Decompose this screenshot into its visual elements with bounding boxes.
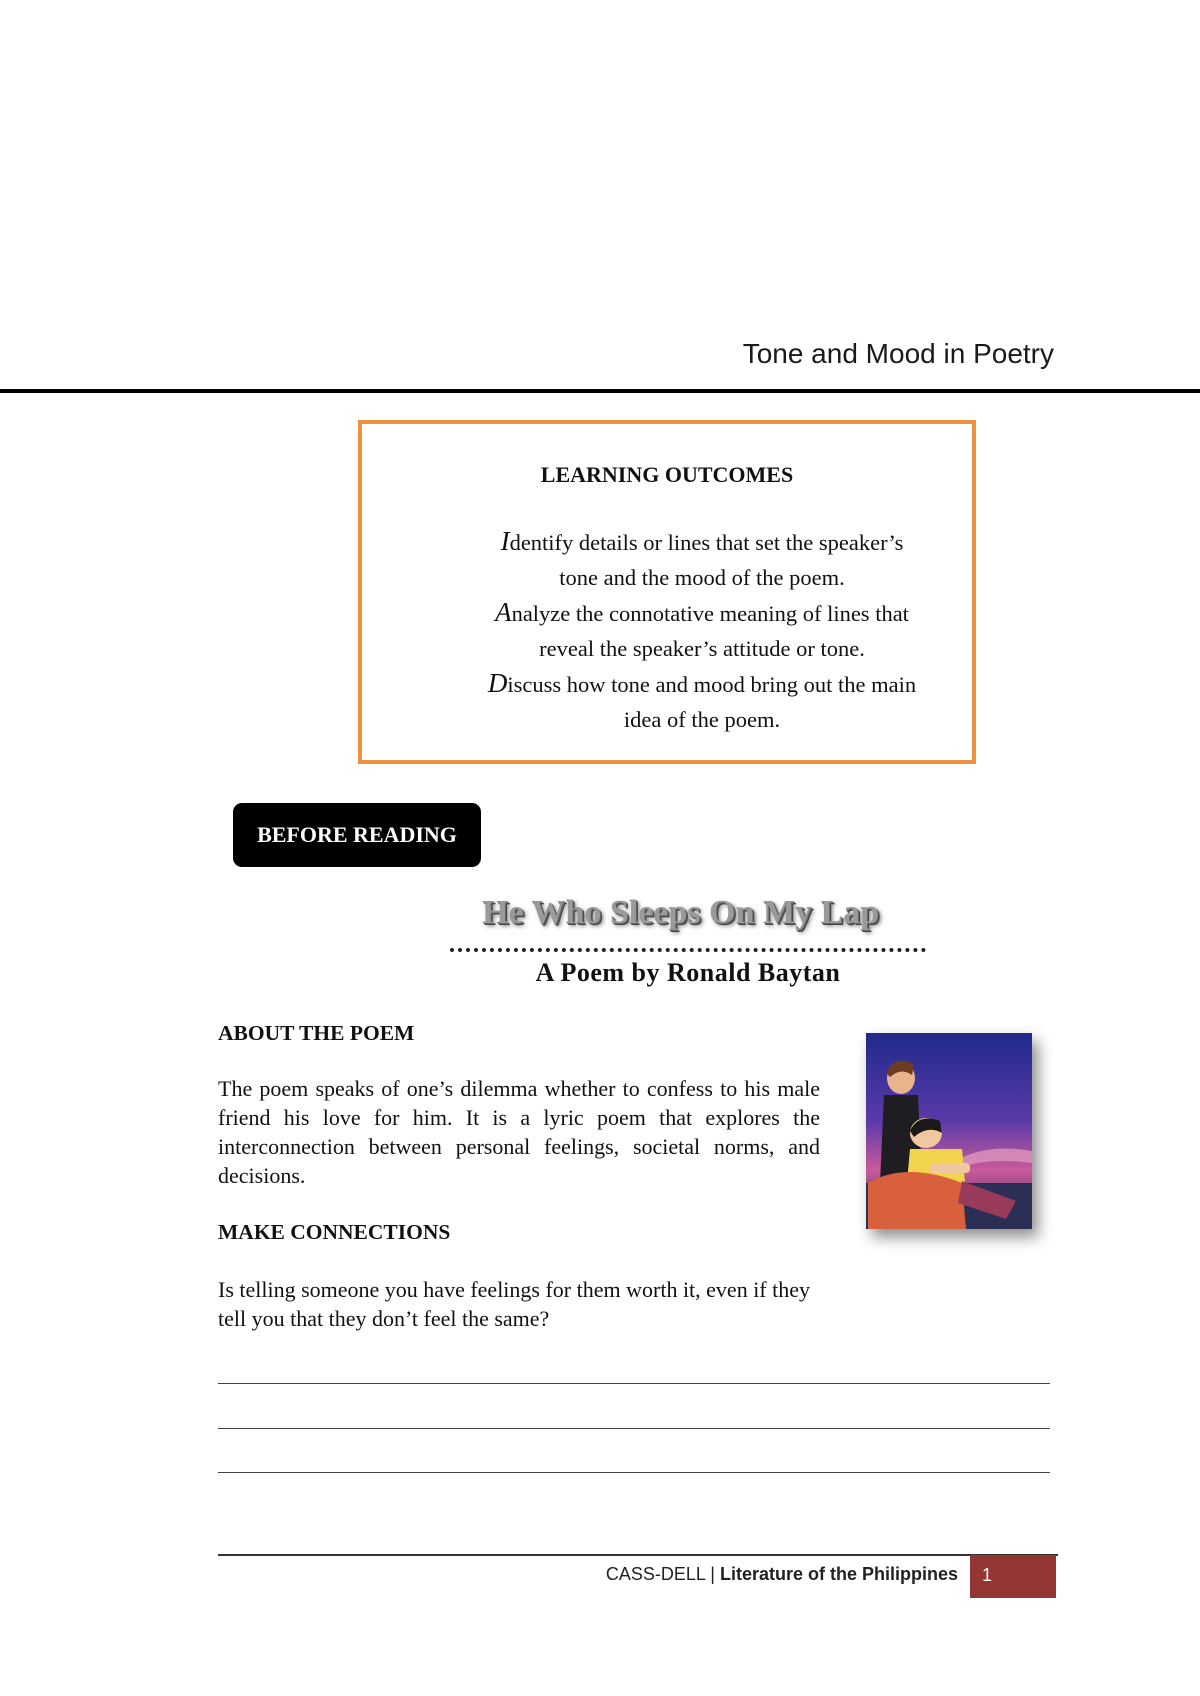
- answer-line[interactable]: [218, 1383, 1050, 1384]
- footer-separator: |: [705, 1564, 720, 1584]
- make-connections-heading: MAKE CONNECTIONS: [218, 1220, 451, 1244]
- page-header-title: Tone and Mood in Poetry: [742, 338, 1054, 369]
- outcome-text-line1: iscuss how tone and mood bring out the main: [507, 672, 917, 697]
- footer-course: Literature of the Philippines: [719, 1564, 958, 1584]
- about-poem-heading: ABOUT THE POEM: [218, 1021, 415, 1045]
- outcome-initial: D: [487, 668, 508, 698]
- footer-text: [606, 1564, 958, 1585]
- outcome-text-line2: idea of the poem.: [623, 707, 781, 732]
- footer-org: CASS-DELL: [605, 1564, 706, 1584]
- learning-outcomes-list: [422, 524, 982, 737]
- poem-author: A Poem by Ronald Baytan: [535, 958, 841, 987]
- learning-outcome-item: [422, 524, 982, 595]
- outcome-text-line1: dentify details or lines that set the speaker’s: [509, 530, 904, 555]
- poem-title: He Who Sleeps On My Lap: [482, 894, 880, 931]
- outcome-text-line1: nalyze the connotative meaning of lines that: [511, 601, 909, 626]
- before-reading-label: BEFORE READING: [233, 803, 481, 867]
- header-divider: [0, 389, 1200, 393]
- footer-divider: [218, 1554, 1058, 1556]
- outcome-initial: A: [495, 597, 512, 627]
- learning-outcomes-heading: LEARNING OUTCOMES: [540, 462, 794, 487]
- poem-illustration: [866, 1033, 1032, 1229]
- learning-outcomes-box: [358, 420, 976, 764]
- page-number-badge: 1: [970, 1555, 1056, 1598]
- about-poem-text: The poem speaks of one’s dilemma whether to confess to his male friend his love for him. It is a lyric poem that explores the interconnection between personal feelings, societal norms, and decisions.: [218, 1076, 820, 1188]
- title-dotted-divider: [450, 948, 926, 952]
- answer-line[interactable]: [218, 1428, 1050, 1429]
- outcome-initial: I: [500, 526, 510, 556]
- answer-line[interactable]: [218, 1472, 1050, 1473]
- make-connections-question: Is telling someone you have feelings for them worth it, even if they tell you that they don’t feel the same?: [218, 1277, 811, 1331]
- outcome-text-line2: reveal the speaker’s attitude or tone.: [539, 636, 865, 661]
- learning-outcome-item: [422, 595, 982, 666]
- outcome-text-line2: tone and the mood of the poem.: [559, 565, 845, 590]
- learning-outcome-item: [422, 666, 982, 737]
